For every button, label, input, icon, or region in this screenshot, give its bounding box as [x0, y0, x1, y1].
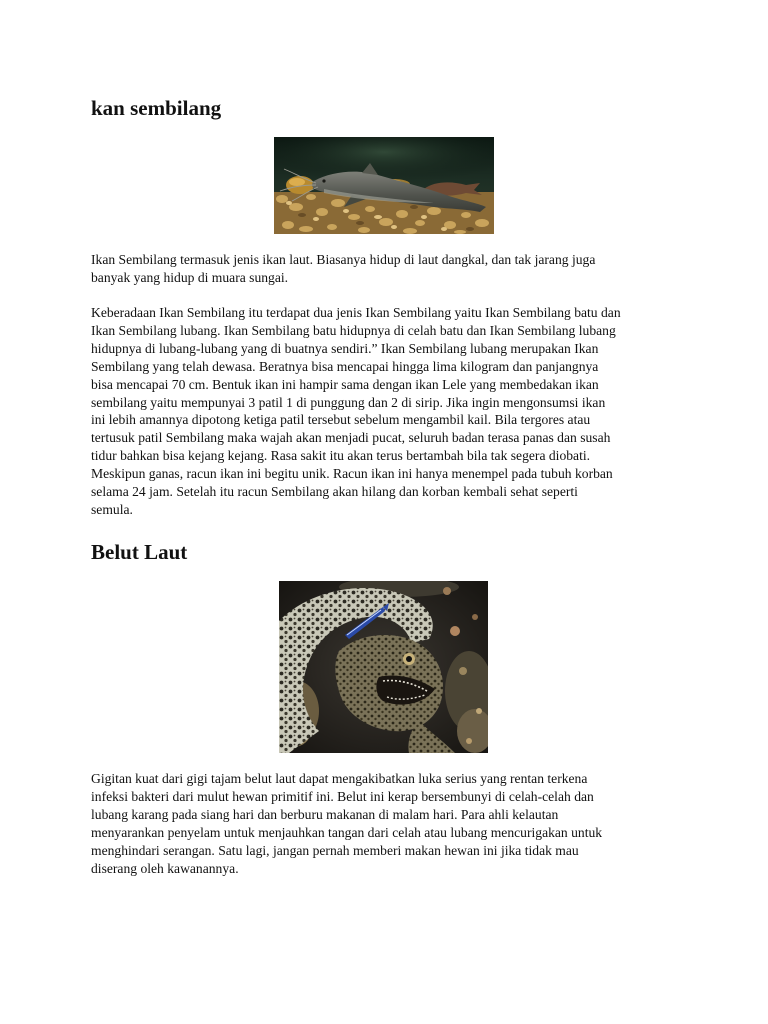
paragraph-line: lubang karang pada siang hari dan berburu makanan di malam hari. Para ahli kelautan: [91, 806, 559, 822]
paragraph-line: Ikan Sembilang termasuk jenis ikan laut. Biasanya hidup di laut dangkal, dan tak jarang juga: [91, 252, 596, 267]
catfish-illustration: [274, 137, 494, 234]
paragraph-line: sembilang yaitu mempunyai 3 patil 1 di punggung dan 2 di sirip. Jika ingin mengonsumsi ikan: [91, 394, 606, 410]
paragraph-sembilang-habitat: [91, 251, 691, 287]
paragraph-line: menyarankan penyelam untuk menjauhkan tangan dari celah atau lubang mencurigakan untuk: [91, 824, 603, 840]
paragraph-line: Ikan Sembilang lubang. Ikan Sembilang batu hidupnya di celah batu dan Ikan Sembilang lubang: [91, 322, 616, 338]
paragraph-line: banyak yang hidup di muara sungai.: [91, 269, 289, 285]
paragraph-line: hidupnya di lubang-lubang yang di buatnya sendiri.” Ikan Sembilang lubang merupakan Ikan: [91, 340, 599, 356]
paragraph-line: Keberadaan Ikan Sembilang itu terdapat dua jenis Ikan Sembilang yaitu Ikan Sembilang batu dan: [91, 305, 621, 320]
paragraph-line: bisa mencapai 70 cm. Bentuk ikan ini hampir sama dengan ikan Lele yang membedakan ikan: [91, 376, 599, 392]
paragraph-line: tertusuk patil Sembilang maka wajah akan menjadi pucat, seluruh badan terasa panas dan susah: [91, 430, 611, 446]
paragraph-line: semula.: [91, 501, 133, 517]
paragraph-line: Meskipun ganas, racun ikan ini begitu unik. Racun ikan ini hanya menempel pada tubuh korban: [91, 466, 613, 482]
paragraph-line: ini lebih amannya dipotong ketiga patil tersebut sebelum mengambil kail. Bila tergores atau: [91, 412, 591, 428]
paragraph-line: infeksi bakteri dari mulut hewan primitif ini. Belut ini kerap bersembunyi di celah-celah dan: [91, 788, 594, 804]
paragraph-belut-laut: [91, 770, 691, 877]
catfish-photo: [274, 137, 494, 234]
paragraph-line: tidur bahkan bisa kejang kejang. Rasa sakit itu akan terus bertambah bila tak segera diobati.: [91, 448, 591, 464]
paragraph-line: selama 24 jam. Setelah itu racun Sembilang akan hilang dan korban kembali sehat seperti: [91, 484, 578, 500]
paragraph-line: Sembilang yang telah dewasa. Beratnya bisa mencapai hingga lima kilogram dan panjangnya: [91, 358, 599, 374]
paragraph-line: menghindari serangan. Satu lagi, jangan pernah memberi makan hewan ini jika tidak mau: [91, 842, 579, 858]
paragraph-sembilang-types: [91, 304, 691, 519]
moray-eel-photo: [279, 581, 488, 753]
section-heading-belut-laut: Belut Laut: [91, 540, 188, 564]
moray-eel-illustration: [279, 581, 488, 753]
section-heading-ikan-sembilang: kan sembilang: [91, 96, 222, 120]
paragraph-line: Gigitan kuat dari gigi tajam belut laut dapat mengakibatkan luka serius yang rentan terkena: [91, 771, 588, 786]
paragraph-line: diserang oleh kawanannya.: [91, 860, 239, 876]
